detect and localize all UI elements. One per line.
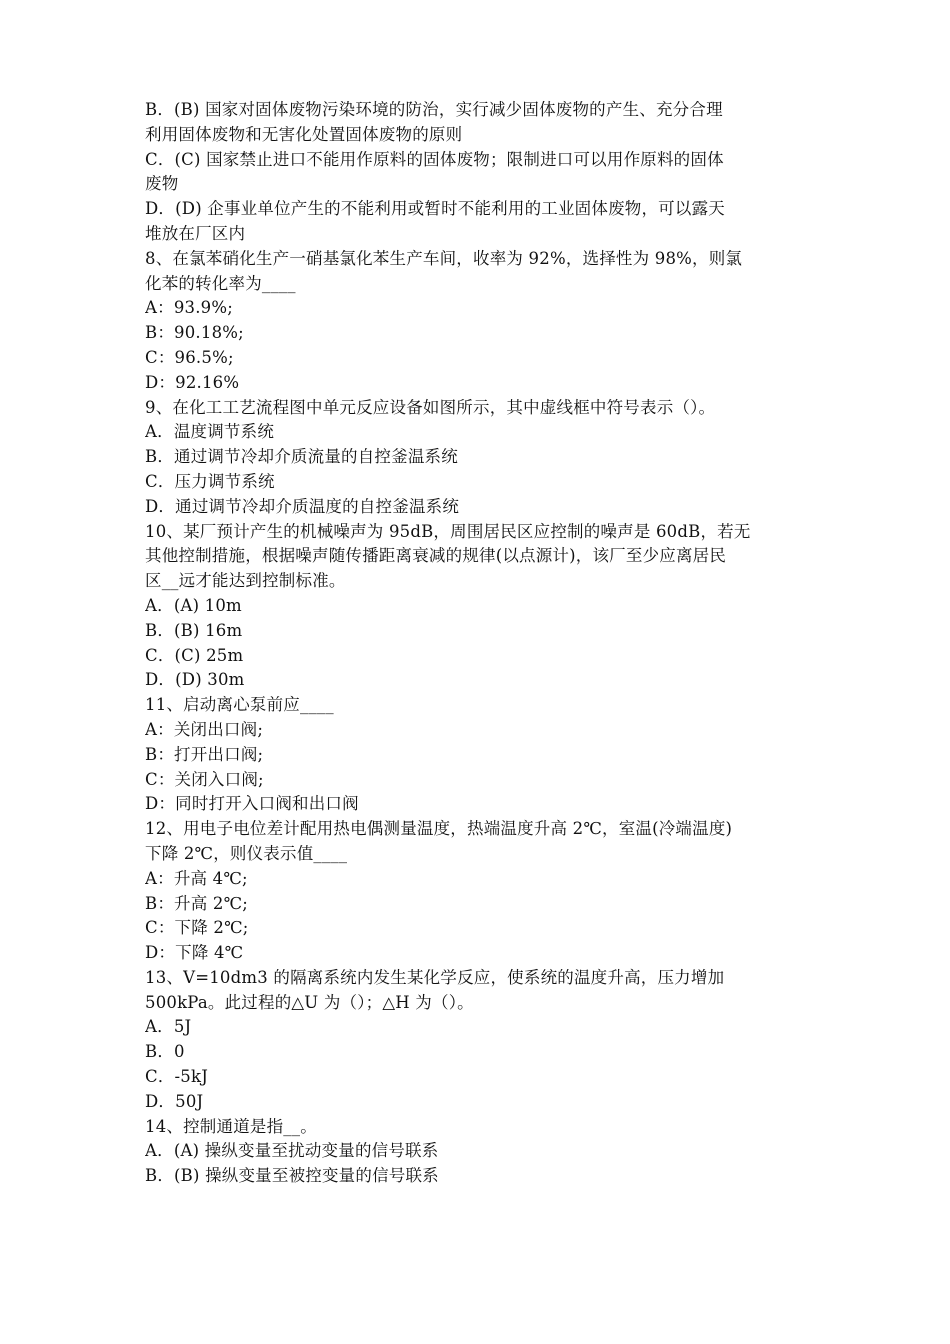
option-line: C：关闭入口阀; [145,769,264,789]
text-line: 堆放在厂区内 [145,223,246,243]
option-line: B：90.18%; [145,323,244,343]
text-line: 利用固体废物和无害化处置固体废物的原则 [145,124,463,144]
text-line: D．(D) 企事业单位产生的不能利用或暂时不能利用的工业固体废物，可以露天 [145,199,725,219]
question-9-line: 9、在化工工艺流程图中单元反应设备如图所示，其中虚线框中符号表示（）。 [145,397,716,417]
option-line: D．通过调节冷却介质温度的自控釜温系统 [145,496,460,516]
option-line: B．通过调节冷却介质流量的自控釜温系统 [145,447,458,467]
text-line: 废物 [145,174,179,194]
text-line: 区__远才能达到控制标准。 [145,571,346,591]
option-line: C：96.5%; [145,347,234,367]
option-line: A：93.9%; [145,298,233,318]
option-line: B．0 [145,1042,185,1062]
text-line: C．(C) 国家禁止进口不能用作原料的固体废物；限制进口可以用作原料的固体 [145,149,724,169]
text-line: 下降 2℃，则仪表示值____ [145,843,348,863]
option-line: A．(A) 操纵变量至扰动变量的信号联系 [145,1141,439,1161]
option-line: A．(A) 10m [145,595,242,615]
question-11-line: 11、启动离心泵前应____ [145,695,334,715]
option-line: D：下降 4℃ [145,943,244,963]
option-line: D．(D) 30m [145,670,245,690]
text-line: 化苯的转化率为____ [145,273,296,293]
text-line: 500kPa。此过程的△U 为（）；△H 为（）。 [145,992,474,1012]
option-line: C．-5kJ [145,1067,209,1087]
option-line: A．5J [145,1017,192,1037]
question-10-line: 10、某厂预计产生的机械噪声为 95dB，周围居民区应控制的噪声是 60dB，若无 [145,521,751,541]
text-line: 其他控制措施，根据噪声随传播距离衰减的规律(以点源计)，该厂至少应离居民 [145,546,727,566]
option-line: C：下降 2℃; [145,918,249,938]
option-line: A：关闭出口阀; [145,719,264,739]
document-page [145,98,810,1189]
question-14-line: 14、控制通道是指__。 [145,1116,317,1136]
option-line: B．(B) 16m [145,620,243,640]
option-line: B．(B) 操纵变量至被控变量的信号联系 [145,1166,439,1186]
option-line: B：打开出口阀; [145,744,264,764]
option-line: B：升高 2℃; [145,893,248,913]
question-12-line: 12、用电子电位差计配用热电偶测量温度，热端温度升高 2℃，室温(冷端温度) [145,819,733,839]
option-line: C．压力调节系统 [145,471,275,491]
option-line: D．50J [145,1091,204,1111]
option-line: A．温度调节系统 [145,422,275,442]
option-line: A：升高 4℃; [145,868,248,888]
option-line: D：同时打开入口阀和出口阀 [145,794,359,814]
option-line: D：92.16% [145,372,240,392]
question-13-line: 13、V=10dm3 的隔离系统内发生某化学反应，使系统的温度升高，压力增加 [145,967,725,987]
text-line: B．(B) 国家对固体废物污染环境的防治，实行减少固体废物的产生、充分合理 [145,100,723,119]
question-8-line: 8、在氯苯硝化生产一硝基氯化苯生产车间，收率为 92%，选择性为 98%，则氯 [145,248,743,268]
option-line: C．(C) 25m [145,645,244,665]
